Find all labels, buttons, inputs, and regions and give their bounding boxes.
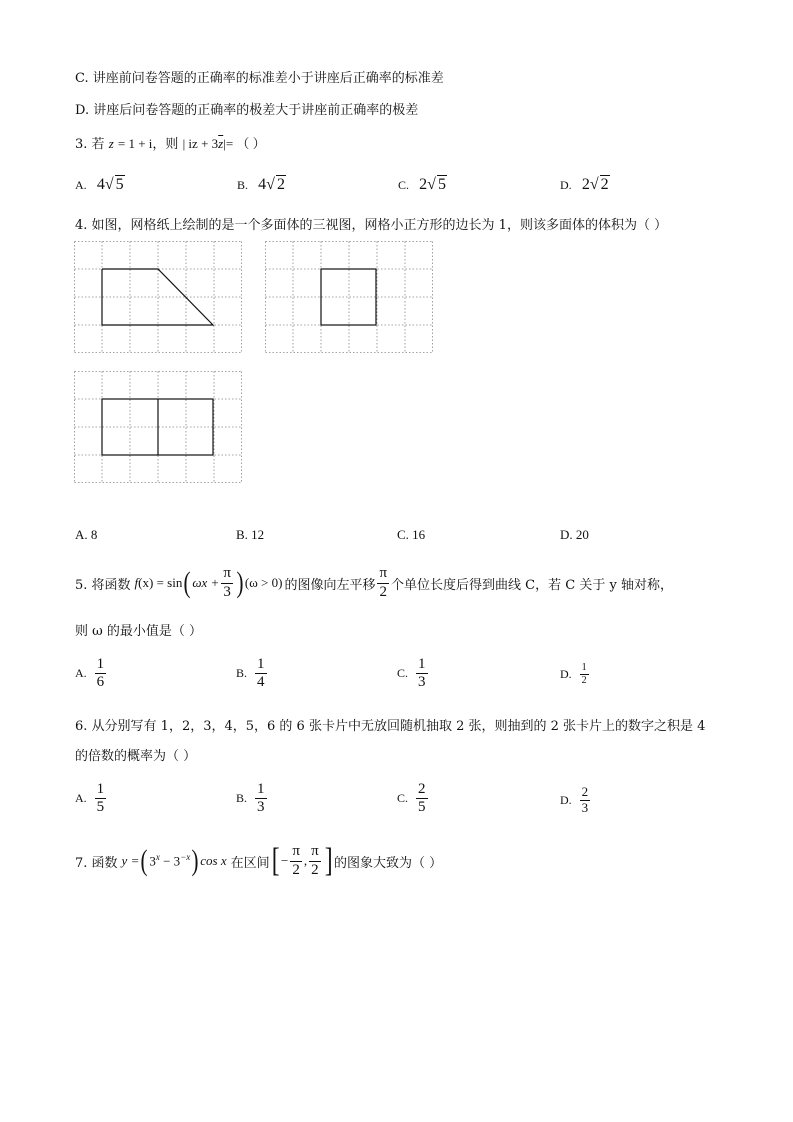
q2-option-c: C. 讲座前问卷答题的正确率的标准差小于讲座后正确率的标准差	[75, 71, 444, 86]
q2-option-d: D. 讲座后问卷答题的正确率的极差大于讲座前正确率的极差	[75, 103, 419, 118]
q5-stem: 5. 将函数 f (x) = sin ( ωx + $\frac{\pi}{3}$ ) (ω > 0) 的图像向左平移 $\frac{\pi}{2}$ 个单位长度后得到曲线 C，若 C 关于 y 轴对称，	[75, 565, 673, 600]
top-view-diagram	[74, 371, 242, 483]
front-view-diagram	[74, 241, 242, 353]
q6-option-b-fraction: $\frac{1}{3}$	[257, 781, 265, 816]
q4-stem: 4. 如图，网格纸上绘制的是一个多面体的三视图，网格小正方形的边长为 1，则该多面体的体积为（ ）	[75, 218, 668, 233]
q7-stem: 7. 函数 y = ( $3^x - 3^{-x}$ ) cos x 在区间 [ − $\frac{\pi}{2}$ , $\frac{\pi}{2}$ ] 的图象大致为（ ）	[75, 842, 443, 879]
q7-fraction-a: $\frac{\pi}{2}$	[292, 843, 300, 878]
right-paren-icon: )	[236, 566, 244, 599]
q5-stem-line2: 则 ω 的最小值是（ ）	[75, 624, 202, 639]
q4-option-b[interactable]: B. 12	[236, 527, 265, 542]
q3-option-d[interactable]: D. 2√ 2	[560, 176, 609, 193]
left-paren-icon: (	[183, 566, 191, 599]
q5-fraction-pi-2: $\frac{\pi}{2}$	[379, 565, 388, 600]
left-bracket-icon: [	[271, 842, 280, 879]
q6-option-d[interactable]: D. $\frac{2}{3}$	[560, 784, 589, 815]
q6-option-a-fraction: $\frac{1}{5}$	[96, 781, 105, 816]
right-bracket-icon: ]	[324, 842, 333, 879]
sqrt-icon: √	[427, 176, 436, 193]
q5-option-c-fraction: $\frac{1}{3}$	[418, 656, 426, 691]
q7-fraction-b: $\frac{\pi}{2}$	[311, 843, 319, 878]
side-view-diagram	[265, 241, 433, 353]
q3-stem: 3. 若 z = 1 + i，则 | iz + $3\overline{z}|=$ （ ）	[75, 136, 266, 152]
q6-option-b[interactable]: B. $\frac{1}{3}$	[236, 781, 265, 816]
q5-option-a-fraction: $\frac{1}{6}$	[96, 656, 105, 691]
q5-option-a[interactable]: A. $\frac{1}{6}$	[75, 656, 105, 691]
q6-option-a[interactable]: A. $\frac{1}{5}$	[75, 781, 105, 816]
q6-stem-line2: 的倍数的概率为（ ）	[75, 749, 197, 764]
q6-option-d-fraction: $\frac{2}{3}$	[581, 784, 589, 815]
q3-option-a[interactable]: A. 4√ 5	[75, 176, 124, 193]
q4-option-c[interactable]: C. 16	[397, 527, 426, 542]
q4-option-a[interactable]: A. 8	[75, 527, 98, 542]
q3-option-b[interactable]: B. 4√ 2	[237, 176, 285, 193]
q5-option-b[interactable]: B. $\frac{1}{4}$	[236, 656, 265, 691]
q3-expr: | iz + $3\overline{z}$	[182, 136, 224, 151]
q5-option-b-fraction: $\frac{1}{4}$	[257, 656, 265, 691]
q3-option-c[interactable]: C. 2√ 5	[398, 176, 446, 193]
q4-option-d[interactable]: D. 20	[560, 527, 589, 542]
left-paren-icon: (	[140, 844, 148, 877]
sqrt-icon: √	[589, 176, 599, 193]
q5-option-d[interactable]: D. $\frac{1}{2}$	[560, 662, 587, 686]
sqrt-icon: √	[104, 176, 114, 193]
q6-stem-line1: 6. 从分别写有 1，2，3，4，5，6 的 6 张卡片中无放回随机抽取 2 张，则抽到的 2 张卡片上的数字之积是 4	[75, 719, 706, 734]
right-paren-icon: )	[191, 844, 199, 877]
q5-option-d-fraction: $\frac{1}{2}$	[581, 662, 587, 686]
q5-option-c[interactable]: C. $\frac{1}{3}$	[397, 656, 426, 691]
q6-option-c-fraction: $\frac{2}{5}$	[418, 781, 426, 816]
q6-option-c[interactable]: C. $\frac{2}{5}$	[397, 781, 426, 816]
sqrt-icon: √	[266, 176, 275, 193]
q5-fraction-pi-3: $\frac{\pi}{3}$	[223, 565, 231, 600]
